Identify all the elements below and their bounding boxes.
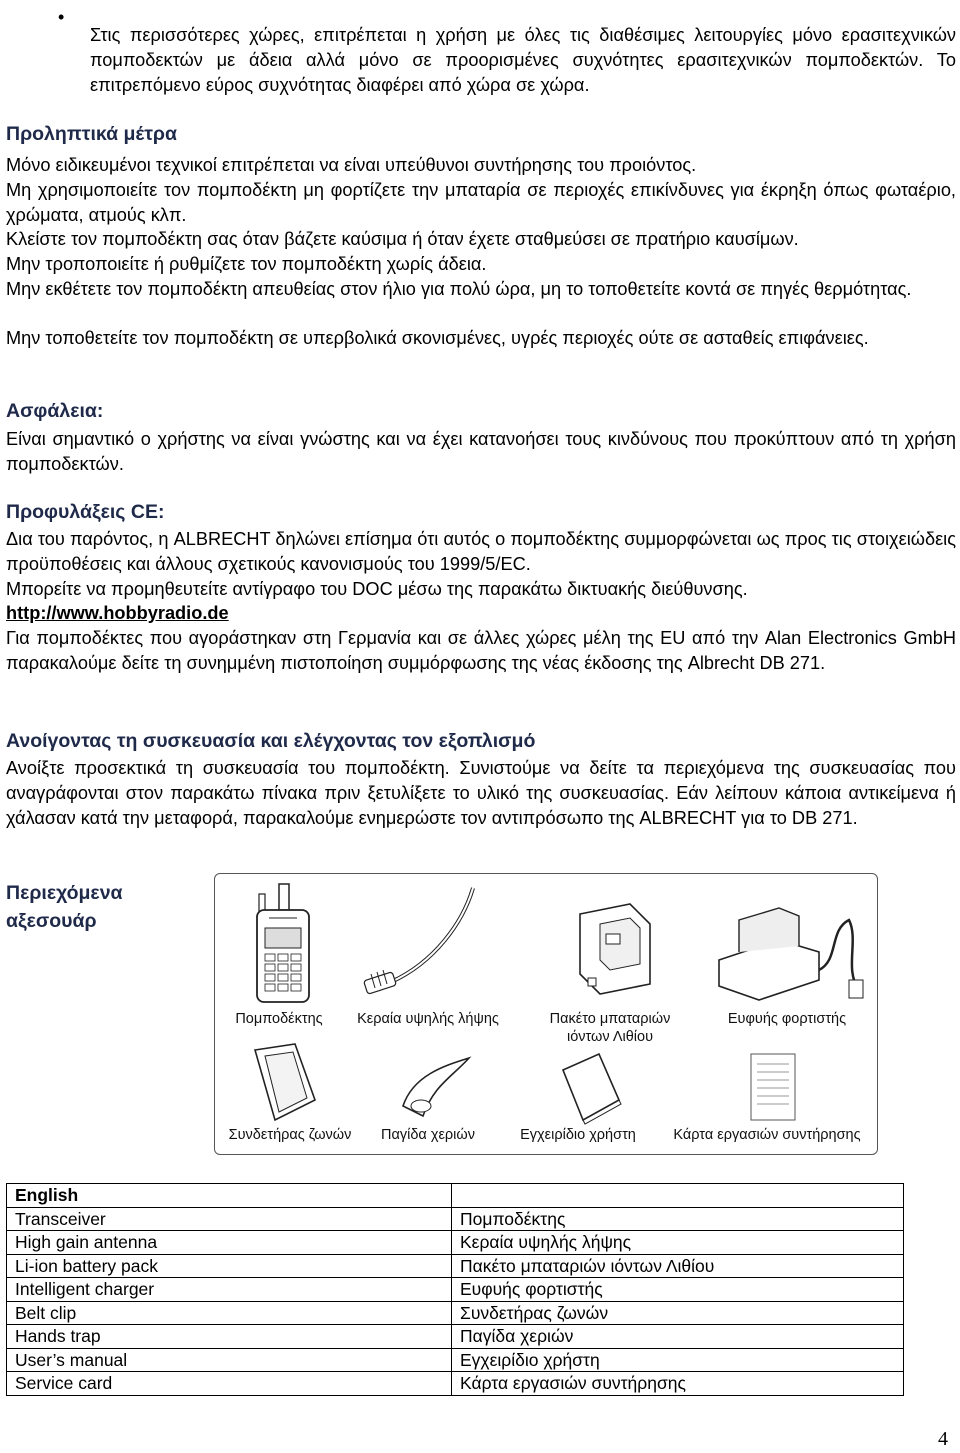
table-cell-english: User’s manual: [7, 1348, 452, 1372]
table-cell-greek: Συνδετήρας ζωνών: [452, 1301, 904, 1325]
table-cell-english: Hands trap: [7, 1325, 452, 1349]
table-row: [7, 1231, 904, 1255]
precaution-line: Μόνο ειδικευμένοι τεχνικοί επιτρέπεται να είναι υπεύθυνοι συντήρησης του προιόντος.: [6, 155, 697, 175]
table-cell-greek: Παγίδα χεριών: [452, 1325, 904, 1349]
unpack-text: Ανοίξτε προσεκτικά τη συσκευασία του πομποδέκτη. Συνιστούμε να δείτε τα περιεχόμενα της συσκευασίας που αναγράφονται στον παρακάτω πίνακα πριν ξετυλίξετε το υλικό της συσκευασίας. Εάν λείπουν κάποια αντικείμενα ή χάλασαν κατά την μεταφορά, παρακαλούμε ενημερώστε τον αντιπρόσωπο της ALBRECHT για το DB 271.: [6, 758, 956, 828]
ce-declaration: Δια του παρόντος, η ALBRECHT δηλώνει επίσημα ότι αυτός ο πομποδέκτης συμμορφώνεται ως προς τις στοιχειώδεις προϋποθέσεις και άλλους σχετικούς κανονισμούς του 1999/5/EC.: [6, 529, 956, 574]
precaution-line: Μην τροποποιείτε ή ρυθμίζετε τον πομποδέκτη χωρίς άδεια.: [6, 254, 487, 274]
table-cell-greek: Ευφυής φορτιστής: [452, 1278, 904, 1302]
table-row: [7, 1348, 904, 1372]
hobbyradio-link[interactable]: http://www.hobbyradio.de: [6, 603, 229, 623]
table-cell-english: Service card: [7, 1372, 452, 1396]
table-row: [7, 1254, 904, 1278]
table-cell-greek: Εγχειρίδιο χρήστη: [452, 1348, 904, 1372]
table-cell-greek: Πομποδέκτης: [452, 1207, 904, 1231]
table-header-row: [7, 1184, 904, 1208]
table-row: [7, 1207, 904, 1231]
bullet-dot: •: [58, 7, 65, 27]
table-cell-english: Transceiver: [7, 1207, 452, 1231]
charger-icon: [709, 890, 869, 1010]
ce-germany-text: Για πομποδέκτες που αγοράστηκαν στη Γερμανία και σε άλλες χώρες μέλη της EU από την Alan Electronics GmbH παρακαλούμε δείτε τη συνημμένη πιστοποίηση συμμόρφωσης της νέας έκδοσης της Albrecht DB 271.: [6, 628, 956, 673]
ce-heading: Προφυλάξεις CE:: [6, 501, 165, 523]
table-cell-english: Li-ion battery pack: [7, 1254, 452, 1278]
caption-belt-clip: Συνδετήρας ζωνών: [228, 1127, 352, 1143]
table-header-cell: English: [7, 1184, 452, 1208]
table-row: [7, 1372, 904, 1396]
table-cell-greek: Πακέτο μπαταριών ιόντων Λιθίου: [452, 1254, 904, 1278]
caption-charger: Ευφυής φορτιστής: [727, 1011, 847, 1027]
ce-link-line: [6, 601, 956, 626]
table-row: [7, 1325, 904, 1349]
caption-service-card: Κάρτα εργασιών συντήρησης: [673, 1127, 861, 1143]
precaution-line: Μην τοποθετείτε τον πομποδέκτη σε υπερβολικά σκονισμένες, υγρές περιοχές ούτε σε ασταθείς επιφάνειες.: [6, 328, 869, 348]
transceiver-icon: [229, 882, 339, 1007]
table-cell-english: Intelligent charger: [7, 1278, 452, 1302]
caption-hand-strap: Παγίδα χεριών: [381, 1127, 475, 1143]
precautions-heading: Προληπτικά μέτρα: [6, 123, 177, 145]
belt-clip-icon: [235, 1040, 335, 1126]
precaution-line: Μη χρησιμοποιείτε τον πομποδέκτη μη φορτίζετε την μπαταρία σε περιοχές επικίνδυνες για έκρηξη όπως φωταέριο, χρώματα, ατμούς κλπ.: [6, 180, 956, 225]
accessories-heading-line1: Περιεχόμενα: [6, 882, 123, 904]
service-card-icon: [737, 1048, 807, 1128]
accessories-heading-line2: αξεσουάρ: [6, 910, 97, 932]
table-row: [7, 1301, 904, 1325]
precaution-line: Μην εκθέτετε τον πομποδέκτη απευθείας στον ήλιο για πολύ ώρα, μη το τοποθετείτε κοντά σε πηγές θερμότητας.: [6, 279, 912, 299]
precaution-line: Κλείστε τον πομποδέκτη σας όταν βάζετε καύσιμα ή όταν έχετε σταθμεύσει σε πρατήριο καυσίμων.: [6, 229, 799, 249]
manual-icon: [555, 1050, 625, 1126]
table-cell-english: High gain antenna: [7, 1231, 452, 1255]
safety-text: Είναι σημαντικό ο χρήστης να είναι γνώστης και να έχει κατανοήσει τους κινδύνους που προκύπτουν από τη χρήση πομποδεκτών.: [6, 429, 956, 474]
ce-doc-text: Μπορείτε να προμηθευτείτε αντίγραφο του DOC μέσω της παρακάτω δικτυακής διεύθυνσης.: [6, 579, 748, 599]
table-cell-greek: Κεραία υψηλής λήψης: [452, 1231, 904, 1255]
safety-heading: Ασφάλεια:: [6, 400, 104, 422]
caption-transceiver: Πομποδέκτης: [235, 1011, 323, 1027]
caption-antenna: Κεραία υψηλής λήψης: [357, 1011, 499, 1027]
intro-bullet-text: Στις περισσότερες χώρες, επιτρέπεται η χρήση με όλες τις διαθέσιμες λειτουργίες μόνο ερασιτεχνικών πομποδεκτών με άδεια αλλά μόνο σε προορισμένες συχνότητες ερασιτεχνικών πομποδεκτών. Το επιτρεπόμενο εύρος συχνότητας διαφέρει από χώρα σε χώρα.: [90, 25, 956, 96]
page-number: 4: [938, 1428, 948, 1450]
battery-pack-icon: [560, 894, 670, 1004]
caption-battery-line2: ιόντων Λιθίου: [566, 1029, 654, 1045]
accessories-figure: [214, 873, 878, 1155]
table-header-cell-empty: [452, 1184, 904, 1208]
caption-manual: Εγχειρίδιο χρήστη: [520, 1127, 636, 1143]
accessories-table: [6, 1183, 904, 1396]
table-row: [7, 1278, 904, 1302]
unpack-heading: Ανοίγοντας τη συσκευασία και ελέγχοντας τον εξοπλισμό: [6, 730, 536, 752]
table-cell-english: Belt clip: [7, 1301, 452, 1325]
antenna-icon: [345, 882, 495, 1002]
table-cell-greek: Κάρτα εργασιών συντήρησης: [452, 1372, 904, 1396]
hand-strap-icon: [393, 1046, 483, 1126]
caption-battery-line1: Πακέτο μπαταριών: [549, 1011, 671, 1027]
